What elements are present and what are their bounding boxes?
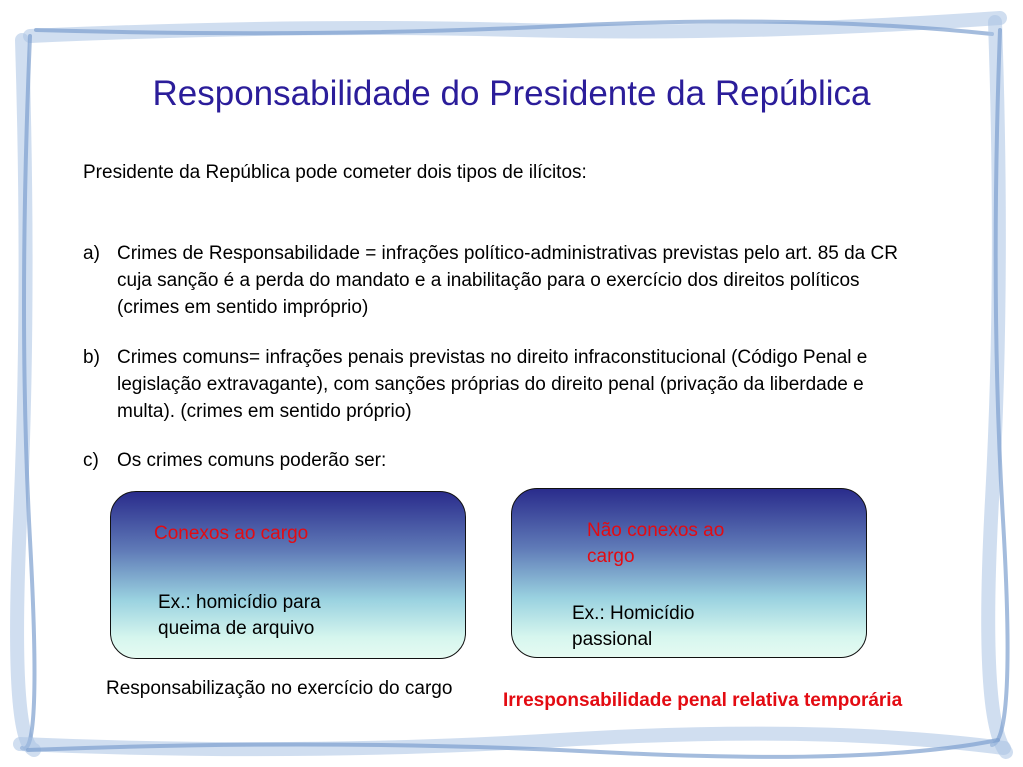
intro-text: Presidente da República pode cometer dois tipos de ilícitos: [83,162,587,183]
list-item-b [83,344,913,428]
list-item-label: c) [83,450,99,471]
list-item-label: b) [83,347,100,368]
list-item-a [83,240,913,324]
box-conexos [110,491,466,659]
list-item-text: Crimes de Responsabilidade = infrações político-administrativas previstas pelo art. 85 da CR cuja sanção é a perda do mandato e a inabilitação para o exercício dos direitos políticos (crimes em sentido impróprio) [117,243,898,318]
slide-title: Responsabilidade do Presidente da República [152,74,871,113]
note-responsabilizacao: Responsabilização no exercício do cargo [106,678,453,699]
list-item-label: a) [83,243,100,264]
box-heading: Conexos ao cargo [154,523,309,544]
box-nao-conexos [511,488,867,658]
box-heading: Não conexos ao cargo [587,520,725,567]
list-item-c [83,447,913,477]
note-irresponsabilidade: Irresponsabilidade penal relativa temporária [503,690,903,711]
list-item-text: Crimes comuns= infrações penais previstas no direito infraconstitucional (Código Penal e legislação extravagante), com sanções próprias do direito penal (privação da liberdade e multa). (crimes em sentido próprio) [117,347,868,422]
box-example: Ex.: Homicídio passional [572,603,695,650]
list-item-text: Os crimes comuns poderão ser: [117,450,387,471]
box-example: Ex.: homicídio para queima de arquivo [158,592,321,639]
